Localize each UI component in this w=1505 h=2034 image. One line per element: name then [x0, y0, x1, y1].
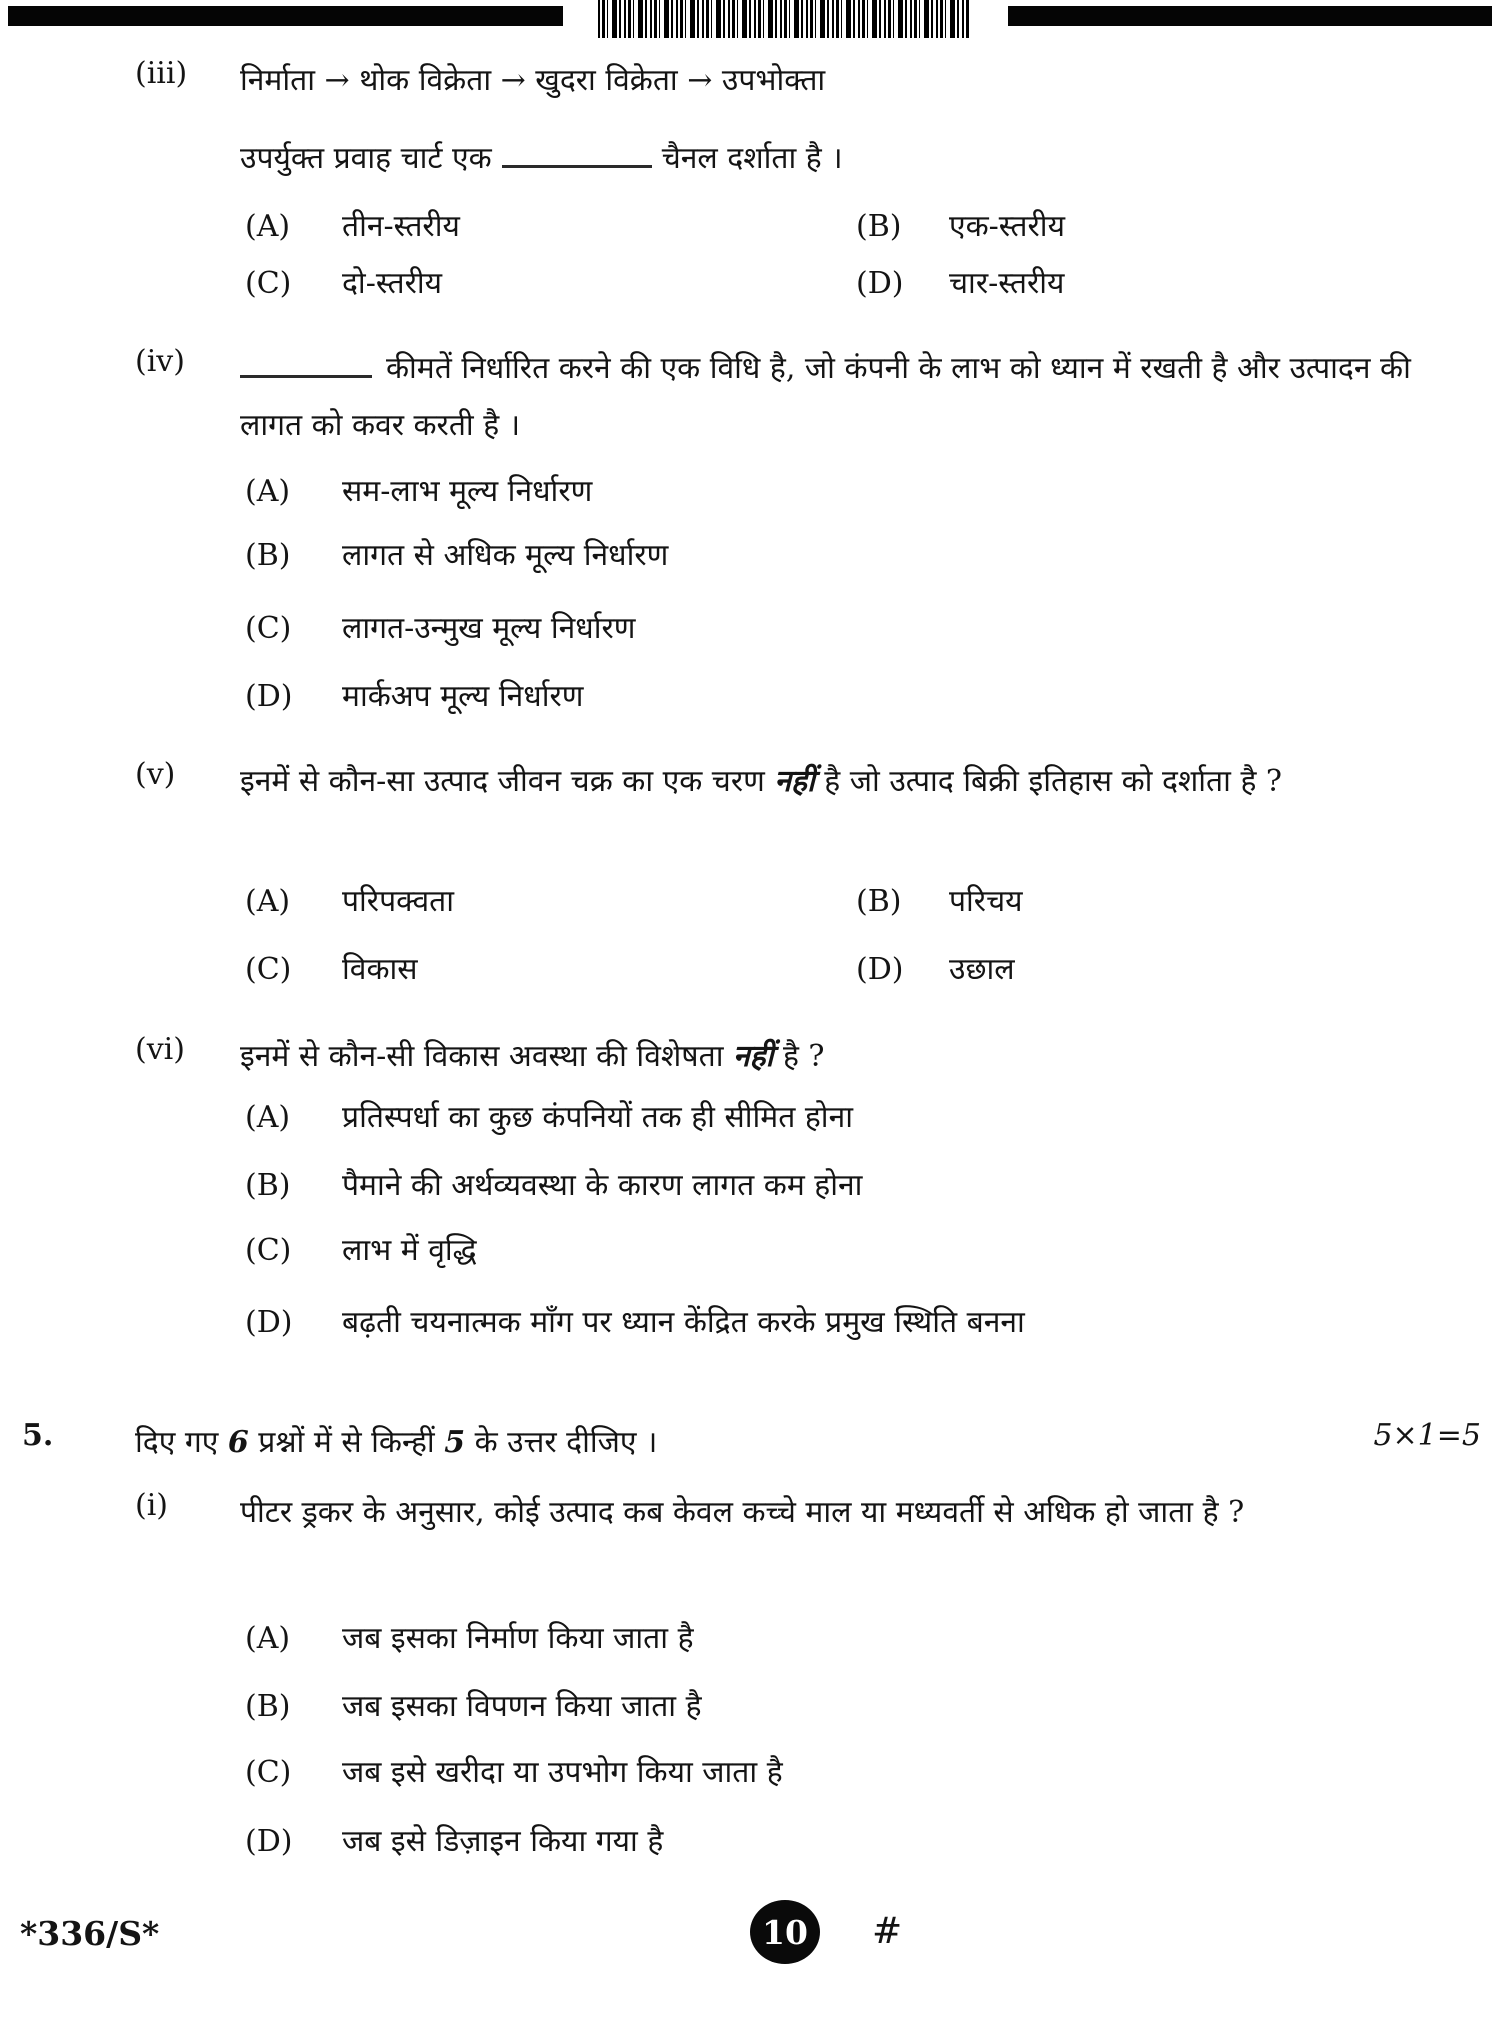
- option-label-d: (D): [245, 1305, 293, 1340]
- option-text-c: जब इसे खरीदा या उपभोग किया जाता है: [342, 1755, 783, 1790]
- question-number: (i): [135, 1488, 169, 1523]
- stem-count: 5: [444, 1425, 466, 1460]
- option-text-a: प्रतिस्पर्धा का कुछ कंपनियों तक ही सीमित होना: [342, 1100, 853, 1135]
- stem-count: 6: [227, 1425, 249, 1460]
- hash-mark: #: [872, 1911, 903, 1952]
- stem-segment: के उत्तर दीजिए ।: [474, 1425, 658, 1460]
- option-label-c: (C): [245, 952, 292, 987]
- option-label-c: (C): [245, 1755, 292, 1790]
- option-text-d: जब इसे डिज़ाइन किया गया है: [342, 1824, 664, 1859]
- option-text-b: जब इसका विपणन किया जाता है: [342, 1689, 702, 1724]
- option-label-b: (B): [245, 1689, 291, 1724]
- booklet-code: *336/S*: [20, 1914, 160, 1953]
- stem-before-emphasis: इनमें से कौन-सी विकास अवस्था की विशेषता: [240, 1039, 724, 1074]
- option-text-a: तीन-स्तरीय: [342, 209, 460, 244]
- fill-in-blank: [240, 347, 372, 379]
- option-text-b: एक-स्तरीय: [949, 209, 1065, 244]
- option-label-b: (B): [245, 1168, 291, 1203]
- stem-after-blank: चैनल दर्शाता है ।: [661, 141, 843, 176]
- option-label-a: (A): [245, 1621, 291, 1656]
- option-label-d: (D): [856, 952, 904, 987]
- page-number: 10: [762, 1912, 808, 1952]
- barcode: [598, 0, 970, 38]
- option-label-d: (D): [245, 1824, 293, 1859]
- question-number: (iii): [135, 56, 188, 91]
- option-label-b: (B): [856, 209, 902, 244]
- option-text-c: विकास: [342, 952, 418, 987]
- question-number: (iv): [135, 344, 185, 379]
- option-text-c: लाभ में वृद्धि: [342, 1233, 477, 1268]
- question-stem: [240, 340, 1460, 454]
- option-text-a: परिपक्वता: [342, 884, 455, 919]
- option-label-c: (C): [245, 611, 292, 646]
- option-label-a: (A): [245, 474, 291, 509]
- stem-before-emphasis: इनमें से कौन-सा उत्पाद जीवन चक्र का एक चरण: [240, 764, 765, 799]
- option-text-d: मार्कअप मूल्य निर्धारण: [342, 679, 584, 714]
- stem-segment: दिए गए: [135, 1425, 219, 1460]
- page-number-badge: [750, 1900, 820, 1964]
- option-text-b: लागत से अधिक मूल्य निर्धारण: [342, 538, 669, 573]
- option-label-b: (B): [245, 538, 291, 573]
- option-label-b: (B): [856, 884, 902, 919]
- question-stem: [240, 1028, 1460, 1085]
- option-text-a: सम-लाभ मूल्य निर्धारण: [342, 474, 593, 509]
- fill-in-blank: [502, 137, 652, 169]
- question-number: (v): [135, 757, 176, 792]
- stem-after-emphasis: है ?: [782, 1039, 825, 1074]
- header-black-bar-left: [8, 6, 563, 26]
- option-label-c: (C): [245, 266, 292, 301]
- question-stem: [240, 130, 1460, 187]
- option-text-d: उछाल: [949, 952, 1015, 987]
- header-black-bar-right: [1008, 6, 1492, 26]
- option-text-c: लागत-उन्मुख मूल्य निर्धारण: [342, 611, 636, 646]
- option-text-d: चार-स्तरीय: [949, 266, 1065, 301]
- option-label-a: (A): [245, 884, 291, 919]
- option-label-d: (D): [245, 679, 293, 714]
- stem-after-emphasis: है जो उत्पाद बिक्री इतिहास को दर्शाता है ?: [824, 764, 1282, 799]
- flow-chart-line: निर्माता → थोक विक्रेता → खुदरा विक्रेता → उपभोक्ता: [240, 63, 826, 98]
- option-text-b: पैमाने की अर्थव्यवस्था के कारण लागत कम होना: [342, 1168, 863, 1203]
- option-label-c: (C): [245, 1233, 292, 1268]
- option-text-d: बढ़ती चयनात्मक माँग पर ध्यान केंद्रित करके प्रमुख स्थिति बनना: [342, 1305, 1025, 1340]
- emphasis-word: नहीं: [733, 1039, 774, 1074]
- question-number: (vi): [135, 1032, 185, 1067]
- stem-segment: प्रश्नों में से किन्हीं: [258, 1425, 435, 1460]
- marks-scheme: 5×1=5: [1373, 1418, 1481, 1453]
- main-question-number: 5.: [22, 1418, 54, 1453]
- option-text-c: दो-स्तरीय: [342, 266, 443, 301]
- stem-before-blank: उपर्युक्त प्रवाह चार्ट एक: [240, 141, 492, 176]
- emphasis-word: नहीं: [774, 764, 815, 799]
- option-label-d: (D): [856, 266, 904, 301]
- option-label-a: (A): [245, 209, 291, 244]
- question-stem: पीटर ड्रकर के अनुसार, कोई उत्पाद कब केवल कच्चे माल या मध्यवर्ती से अधिक हो जाता है ?: [240, 1495, 1245, 1530]
- question-stem: [240, 753, 1460, 810]
- option-text-b: परिचय: [949, 884, 1023, 919]
- main-question-stem: [135, 1414, 1355, 1471]
- option-text-a: जब इसका निर्माण किया जाता है: [342, 1621, 694, 1656]
- stem-after-blank: कीमतें निर्धारित करने की एक विधि है, जो कंपनी के लाभ को ध्यान में रखती है और उत्पादन की लागत को कवर करती है ।: [240, 351, 1411, 443]
- option-label-a: (A): [245, 1100, 291, 1135]
